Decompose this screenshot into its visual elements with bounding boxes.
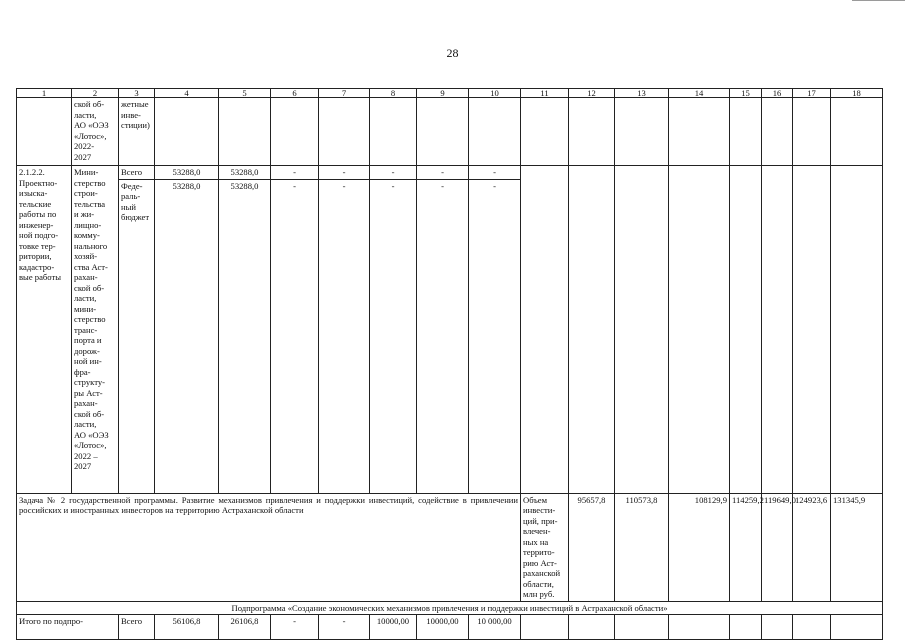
col-header: 14 [669, 89, 730, 98]
page-number: 28 [446, 46, 459, 60]
col-header: 5 [219, 89, 271, 98]
col-header: 16 [762, 89, 793, 98]
program-table [16, 88, 883, 640]
cell-value: 53288,0 [219, 179, 271, 493]
col-header: 4 [155, 89, 219, 98]
col-header: 12 [569, 89, 615, 98]
cell-value: - [370, 179, 417, 493]
col-header: 18 [831, 89, 883, 98]
col-header: 1 [17, 89, 72, 98]
total-label: Итого по подпро- [17, 615, 119, 640]
cell-value: 53288,0 [155, 179, 219, 493]
cell-value: 95657,8 [569, 493, 615, 601]
col-header: 11 [521, 89, 569, 98]
cell-value: 124923,6 [793, 493, 831, 601]
cell-value: 119649,0 [762, 493, 793, 601]
header-row [17, 89, 883, 98]
activity-executor: Мини- стерство строи- тельства и жи- лищно- комму- нального хозяй- ства Аст- рахан- ской об- ласти, мини- стерство транс- порта и дорож- ной ин- фра- структу- ры Аст- рахан- ской об- ласти, АО «ОЭЗ «Лотос», 2022 – 2027 [72, 166, 119, 494]
cell-value: - [271, 166, 319, 180]
cell-value: - [417, 179, 469, 493]
cell-value: - [319, 166, 370, 180]
cell-value: 10000,00 [417, 615, 469, 640]
executor-tail: ской об- ласти, АО «ОЭЗ «Лотос», 2022- 2027 [72, 98, 119, 166]
col-header: 3 [119, 89, 155, 98]
source-tail: жетные инве- стиции) [119, 98, 155, 166]
cell-value: 114259,2 [730, 493, 762, 601]
activity-name: 2.1.2.2. Проектно- изыска- тельские работы по инженер- ной подго- товке тер- ритории, кадастро- вые работы [17, 166, 72, 494]
col-header: 7 [319, 89, 370, 98]
funding-source: Всего [119, 166, 155, 180]
cell-value: - [417, 166, 469, 180]
table-row-2-1-2-2-total [17, 166, 883, 180]
cell-value: - [271, 615, 319, 640]
cell-value: - [271, 179, 319, 493]
col-header: 15 [730, 89, 762, 98]
col-header: 13 [615, 89, 669, 98]
cell-value: 10 000,00 [469, 615, 521, 640]
cell-value: - [319, 615, 370, 640]
table-row-subprogram [17, 601, 883, 615]
cell-value: 26106,8 [219, 615, 271, 640]
cell-value: 108129,9 [669, 493, 730, 601]
funding-source: Всего [119, 615, 155, 640]
cell-value: 53288,0 [219, 166, 271, 180]
col-header: 6 [271, 89, 319, 98]
table-row-total [17, 615, 883, 640]
cell-value: 56106,8 [155, 615, 219, 640]
cell-value: - [469, 179, 521, 493]
col-header: 2 [72, 89, 119, 98]
cell-value: 53288,0 [155, 166, 219, 180]
col-header: 9 [417, 89, 469, 98]
funding-source: Феде- раль- ный бюджет [119, 179, 155, 493]
col-header: 10 [469, 89, 521, 98]
task-description: Задача № 2 государственной программы. Развитие механизмов привлечения и поддержки инвестиций, содействие в привлечении российских и иностранных инвесторов на территорию Астраханской области [17, 493, 521, 601]
col-header: 8 [370, 89, 417, 98]
table-row-task-2 [17, 493, 883, 601]
cell-value: 131345,9 [831, 493, 883, 601]
cell-value: - [469, 166, 521, 180]
cell-value: 110573,8 [615, 493, 669, 601]
col-header: 17 [793, 89, 831, 98]
corner-line [852, 0, 905, 1]
subprogram-title: Подпрограмма «Создание экономических механизмов привлечения и поддержки инвестиций в Астраханской области» [17, 601, 883, 615]
task-indicator: Объем инвести- ций, при- влечен- ных на террито- рию Аст- раханской области, млн руб. [521, 493, 569, 601]
table-row-continuation [17, 98, 883, 166]
cell-value: 10000,00 [370, 615, 417, 640]
cell-value: - [319, 179, 370, 493]
cell-value: - [370, 166, 417, 180]
